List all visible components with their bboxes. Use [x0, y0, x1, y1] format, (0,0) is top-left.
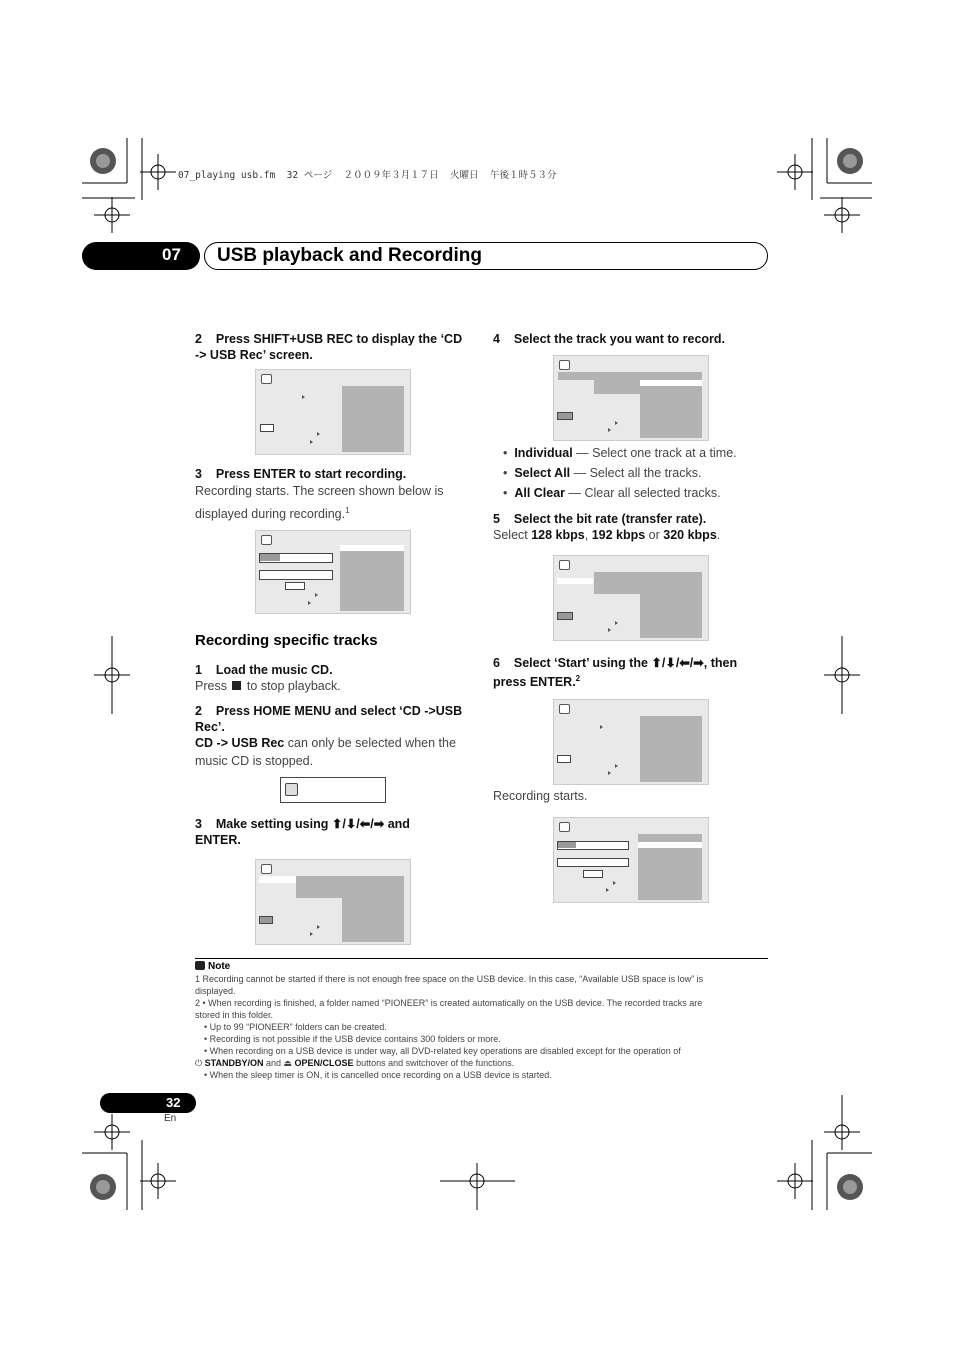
right-step-5-body: Select 128 kbps, 192 kbps or 320 kbps. — [493, 528, 721, 542]
left-step-2 — [195, 331, 465, 363]
usb-rec-icon — [285, 783, 298, 796]
left-sub-step-3: 3 Make setting using ⬆/⬇/⬅/➡ and ENTER. — [195, 817, 410, 847]
bullet-item: • Select All — Select all the tracks. — [503, 466, 702, 480]
screen-bit-rate — [553, 555, 709, 641]
note-pen-icon — [195, 961, 205, 970]
screen-recording-progress — [553, 817, 709, 903]
step-number: 2 — [195, 332, 202, 346]
right-step-5: 5 Select the bit rate (transfer rate). — [493, 512, 707, 526]
screen-track-select — [553, 355, 709, 441]
left-step-3 — [195, 466, 406, 482]
disc-icon — [261, 864, 272, 874]
screen-cd-usb-rec — [255, 369, 411, 455]
stop-icon — [232, 681, 241, 690]
page-number-tab — [100, 1093, 196, 1113]
page-language: En — [164, 1113, 177, 1124]
disc-icon — [261, 374, 272, 384]
left-sub-step-1-body: Press to stop playback. — [195, 679, 341, 693]
note-body: 1 Recording cannot be started if there is not enough free space on the USB device. In this case, “Available USB space is low” is displayed. 2 • When recording is finished, a folder named “PIONEER” is created automatically on the USB device. The recorded tracks are stored in this folder. • Up to 99 “PIONEER” folders can be created. • Recording is not possible if the USB device contains 300 folders or more. • When recording on a USB device is under way, all DVD-related key operations are disabled except for the operation of ⏻ STANDBY/ON and ⏏ OPEN/CLOSE buttons and switchover of the functions. • When the sleep timer is ON, it is cancelled once recording on a USB device is started. — [195, 974, 704, 1080]
page-number: 32 — [166, 1095, 181, 1110]
chapter-title-box — [204, 242, 768, 270]
chapter-title: USB playback and Recording — [217, 245, 483, 266]
step-number: 3 — [195, 467, 202, 481]
note-header: Note — [195, 961, 230, 972]
disc-icon — [559, 704, 570, 714]
left-step-3-body: Recording starts. The screen shown below is displayed during recording.$^1$ — [195, 484, 444, 522]
step-text: Press SHIFT+USB REC to display the ‘CD -> USB Rec’ screen. — [195, 332, 463, 362]
section-title: Recording specific tracks — [195, 632, 378, 649]
screen-recording — [255, 530, 411, 614]
right-step-6: 6 Select ‘Start’ using the ⬆/⬇/⬅/➡, then press ENTER.$^2$ — [493, 656, 738, 690]
right-step-4: 4 Select the track you want to record. — [493, 332, 726, 346]
arrow-keys-icon: ⬆/⬇/⬅/➡ — [651, 656, 704, 670]
screen-settings — [255, 859, 411, 945]
note-divider — [195, 958, 768, 959]
chapter-number: 07 — [162, 245, 181, 264]
file-info-line: 07_playing usb.fm 32 ページ ２００９年３月１７日 火曜日 午後１時５３分 — [178, 170, 557, 181]
chapter-header — [82, 242, 768, 270]
bullet-item: • All Clear — Clear all selected tracks. — [503, 486, 721, 500]
arrow-keys-icon: ⬆/⬇/⬅/➡ — [331, 817, 385, 831]
power-icon: ⏻ — [195, 1058, 203, 1068]
recording-starts-text: Recording starts. — [493, 789, 588, 803]
eject-icon: ⏏ — [283, 1058, 293, 1068]
bullet-list — [503, 443, 773, 503]
step-text: Press ENTER to start recording. — [215, 467, 407, 481]
disc-icon — [261, 535, 272, 545]
left-sub-step-1: 1 Load the music CD. — [195, 663, 333, 677]
screen-start — [553, 699, 709, 785]
chapter-tab — [82, 242, 200, 270]
bullet-item: • Individual — Select one track at a time. — [503, 446, 737, 460]
disc-icon — [559, 360, 570, 370]
left-sub-step-2-body: CD -> USB Rec can only be selected when the music CD is stopped. — [195, 736, 456, 768]
home-menu-item-box — [280, 777, 386, 803]
left-sub-step-2: 2 Press HOME MENU and select ‘CD ->USB Rec’. — [195, 704, 463, 734]
disc-icon — [559, 822, 570, 832]
disc-icon — [559, 560, 570, 570]
